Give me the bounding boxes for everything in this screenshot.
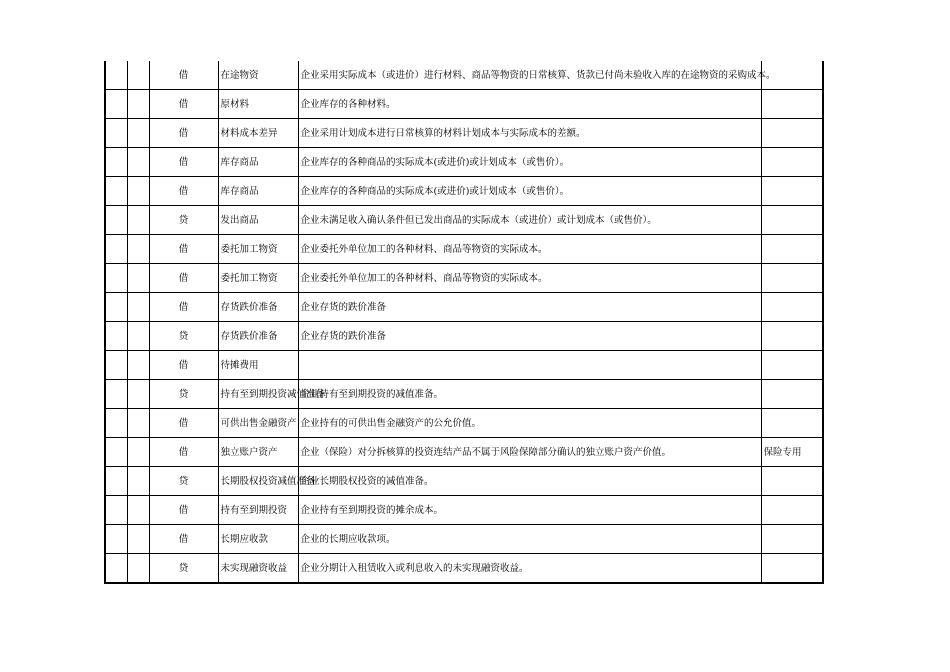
table-row <box>105 148 823 177</box>
blank-cell-a[interactable] <box>105 380 127 409</box>
blank-cell-a[interactable] <box>105 177 127 206</box>
note-cell[interactable]: 保险专用 <box>761 438 823 467</box>
table-row <box>105 177 823 206</box>
account-name-cell[interactable]: 委托加工物资 <box>218 235 298 264</box>
table-row <box>105 235 823 264</box>
blank-cell-a[interactable] <box>105 293 127 322</box>
account-name-cell[interactable]: 持有至到期投资减值准备 <box>218 380 298 409</box>
description-cell[interactable]: 企业分期计入租赁收入或利息收入的未实现融资收益。 <box>298 554 761 584</box>
table-body <box>105 61 823 583</box>
note-cell[interactable] <box>761 293 823 322</box>
blank-cell-a[interactable] <box>105 438 127 467</box>
direction-cell[interactable]: 贷 <box>149 380 218 409</box>
direction-cell[interactable]: 借 <box>149 61 218 90</box>
account-name-cell[interactable]: 独立账户资产 <box>218 438 298 467</box>
note-cell[interactable] <box>761 380 823 409</box>
description-cell[interactable]: 企业存货的跌价准备 <box>298 322 761 351</box>
table-row <box>105 554 823 584</box>
note-cell[interactable] <box>761 496 823 525</box>
blank-cell-b[interactable] <box>127 322 149 351</box>
table-row <box>105 264 823 293</box>
blank-cell-b[interactable] <box>127 438 149 467</box>
account-name-cell[interactable]: 库存商品 <box>218 177 298 206</box>
blank-cell-a[interactable] <box>105 148 127 177</box>
description-cell[interactable]: 企业采用实际成本（或进价）进行材料、商品等物资的日常核算、货款已付尚未验收入库的在途物资的采购成本。 <box>298 61 761 90</box>
account-name-cell[interactable]: 长期应收款 <box>218 525 298 554</box>
table-row <box>105 206 823 235</box>
description-cell[interactable]: 企业委托外单位加工的各种材料、商品等物资的实际成本。 <box>298 264 761 293</box>
blank-cell-a[interactable] <box>105 554 127 584</box>
account-name-cell[interactable]: 存货跌价准备 <box>218 293 298 322</box>
note-cell[interactable] <box>761 148 823 177</box>
description-cell[interactable]: 企业持有至到期投资的减值准备。 <box>298 380 761 409</box>
blank-cell-a[interactable] <box>105 61 127 90</box>
blank-cell-b[interactable] <box>127 496 149 525</box>
description-cell[interactable]: 企业存货的跌价准备 <box>298 293 761 322</box>
description-cell[interactable]: 企业库存的各种商品的实际成本(或进价)或计划成本（或售价）。 <box>298 177 761 206</box>
table-row <box>105 438 823 467</box>
blank-cell-b[interactable] <box>127 177 149 206</box>
account-name-cell[interactable]: 原材料 <box>218 90 298 119</box>
blank-cell-b[interactable] <box>127 235 149 264</box>
blank-cell-a[interactable] <box>105 409 127 438</box>
blank-cell-b[interactable] <box>127 380 149 409</box>
description-cell[interactable]: 企业持有的可供出售金融资产的公允价值。 <box>298 409 761 438</box>
table-row <box>105 467 823 496</box>
description-cell[interactable]: 企业未满足收入确认条件但已发出商品的实际成本（或进价）或计划成本（或售价）。 <box>298 206 761 235</box>
note-cell[interactable] <box>761 264 823 293</box>
account-table <box>104 61 824 584</box>
account-name-cell[interactable]: 材料成本差异 <box>218 119 298 148</box>
blank-cell-a[interactable] <box>105 235 127 264</box>
blank-cell-a[interactable] <box>105 264 127 293</box>
blank-cell-b[interactable] <box>127 119 149 148</box>
note-cell[interactable] <box>761 351 823 380</box>
table-row <box>105 496 823 525</box>
blank-cell-b[interactable] <box>127 409 149 438</box>
direction-cell[interactable]: 借 <box>149 235 218 264</box>
blank-cell-b[interactable] <box>127 61 149 90</box>
blank-cell-a[interactable] <box>105 496 127 525</box>
blank-cell-b[interactable] <box>127 206 149 235</box>
blank-cell-b[interactable] <box>127 90 149 119</box>
direction-cell[interactable]: 借 <box>149 148 218 177</box>
note-cell[interactable] <box>761 467 823 496</box>
description-cell[interactable]: 企业持有至到期投资的摊余成本。 <box>298 496 761 525</box>
account-name-cell[interactable]: 在途物资 <box>218 61 298 90</box>
direction-cell[interactable]: 借 <box>149 177 218 206</box>
blank-cell-a[interactable] <box>105 525 127 554</box>
note-cell[interactable] <box>761 235 823 264</box>
table-row <box>105 525 823 554</box>
direction-cell[interactable]: 借 <box>149 496 218 525</box>
note-cell[interactable] <box>761 119 823 148</box>
note-cell[interactable] <box>761 554 823 584</box>
note-cell[interactable] <box>761 409 823 438</box>
blank-cell-b[interactable] <box>127 525 149 554</box>
direction-cell[interactable]: 贷 <box>149 322 218 351</box>
account-name-cell[interactable]: 委托加工物资 <box>218 264 298 293</box>
description-cell[interactable]: 企业（保险）对分拆核算的投资连结产品不属于风险保障部分确认的独立账户资产价值。 <box>298 438 761 467</box>
direction-cell[interactable]: 贷 <box>149 554 218 584</box>
blank-cell-a[interactable] <box>105 90 127 119</box>
table-row <box>105 322 823 351</box>
blank-cell-b[interactable] <box>127 554 149 584</box>
account-name-cell[interactable]: 发出商品 <box>218 206 298 235</box>
direction-cell[interactable]: 贷 <box>149 206 218 235</box>
table-row <box>105 119 823 148</box>
note-cell[interactable] <box>761 90 823 119</box>
table-row <box>105 409 823 438</box>
blank-cell-b[interactable] <box>127 467 149 496</box>
note-cell[interactable] <box>761 206 823 235</box>
description-cell[interactable]: 企业的长期应收款项。 <box>298 525 761 554</box>
table-row <box>105 351 823 380</box>
blank-cell-a[interactable] <box>105 322 127 351</box>
account-name-cell[interactable]: 未实现融资收益 <box>218 554 298 584</box>
account-name-cell[interactable]: 待摊费用 <box>218 351 298 380</box>
account-name-cell[interactable]: 库存商品 <box>218 148 298 177</box>
table-row <box>105 293 823 322</box>
description-cell[interactable] <box>298 351 761 380</box>
blank-cell-b[interactable] <box>127 293 149 322</box>
note-cell[interactable] <box>761 322 823 351</box>
direction-cell[interactable]: 借 <box>149 90 218 119</box>
direction-cell[interactable]: 借 <box>149 264 218 293</box>
direction-cell[interactable]: 借 <box>149 119 218 148</box>
account-name-cell[interactable]: 存货跌价准备 <box>218 322 298 351</box>
description-cell[interactable]: 企业库存的各种商品的实际成本(或进价)或计划成本（或售价）。 <box>298 148 761 177</box>
account-name-cell[interactable]: 长期股权投资减值准备 <box>218 467 298 496</box>
table-row <box>105 90 823 119</box>
direction-cell[interactable]: 借 <box>149 293 218 322</box>
blank-cell-b[interactable] <box>127 264 149 293</box>
direction-cell[interactable]: 借 <box>149 525 218 554</box>
direction-cell[interactable]: 贷 <box>149 467 218 496</box>
account-name-cell[interactable]: 可供出售金融资产 <box>218 409 298 438</box>
direction-cell[interactable]: 借 <box>149 409 218 438</box>
description-cell[interactable]: 企业委托外单位加工的各种材料、商品等物资的实际成本。 <box>298 235 761 264</box>
table-row <box>105 61 823 90</box>
blank-cell-a[interactable] <box>105 467 127 496</box>
blank-cell-a[interactable] <box>105 206 127 235</box>
blank-cell-a[interactable] <box>105 119 127 148</box>
note-cell[interactable] <box>761 525 823 554</box>
blank-cell-b[interactable] <box>127 351 149 380</box>
direction-cell[interactable]: 借 <box>149 351 218 380</box>
account-name-cell[interactable]: 持有至到期投资 <box>218 496 298 525</box>
note-cell[interactable] <box>761 177 823 206</box>
direction-cell[interactable]: 借 <box>149 438 218 467</box>
blank-cell-b[interactable] <box>127 148 149 177</box>
description-cell[interactable]: 企业采用计划成本进行日常核算的材料计划成本与实际成本的差额。 <box>298 119 761 148</box>
table-row <box>105 380 823 409</box>
description-cell[interactable]: 企业库存的各种材料。 <box>298 90 761 119</box>
description-cell[interactable]: 企业长期股权投资的减值准备。 <box>298 467 761 496</box>
blank-cell-a[interactable] <box>105 351 127 380</box>
